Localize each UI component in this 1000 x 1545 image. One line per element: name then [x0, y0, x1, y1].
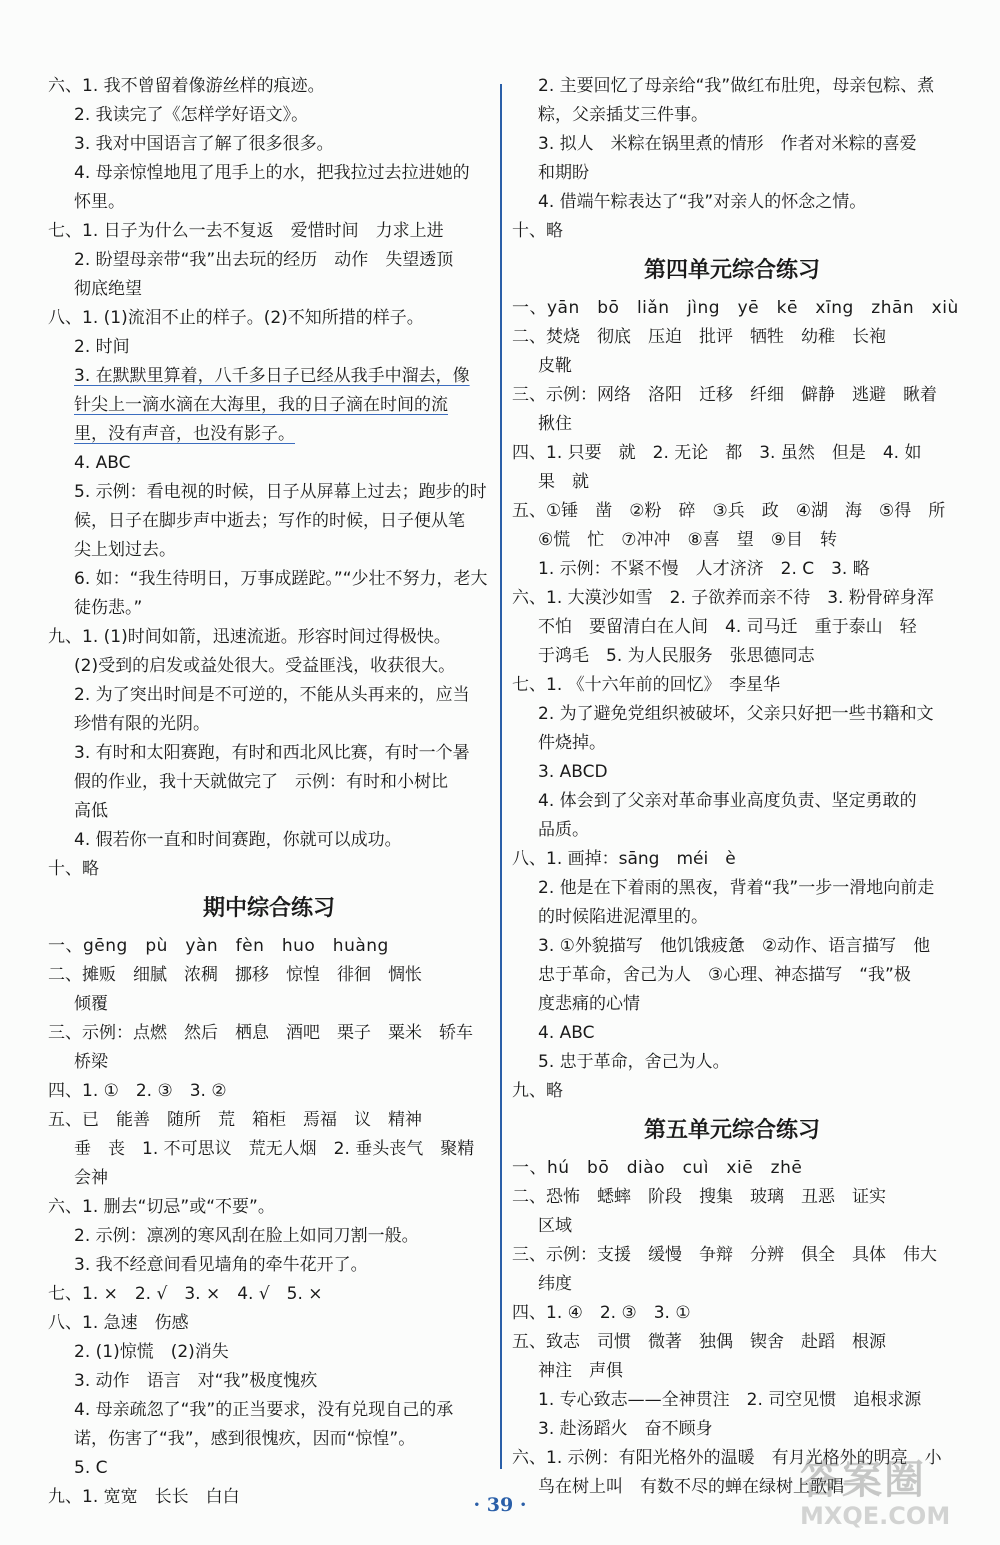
answer-line: 忠于革命，舍己为人 ③心理、神态描写 “我”极 [538, 965, 911, 985]
answer-line: 2. 我读完了《怎样学好语文》。 [74, 105, 309, 125]
answer-line: 神注 声俱 [538, 1361, 623, 1381]
answer-line: 品质。 [538, 820, 589, 840]
left-column [48, 72, 490, 1512]
answer-item: 四、1. 只要 就 2. 无论 都 3. 虽然 但是 4. 如 [512, 443, 922, 463]
answer-line: ⑥慌 忙 ⑦冲冲 ⑧喜 望 ⑨目 转 [538, 530, 837, 550]
answer-line: 珍惜有限的光阴。 [74, 714, 210, 734]
answer-item: 四、1. ① 2. ③ 3. ② [48, 1081, 227, 1101]
answer-line: 4. ABC [538, 1023, 595, 1043]
answer-line: 尖上划过去。 [74, 540, 176, 560]
answer-line: 纬度 [538, 1274, 572, 1294]
answer-item: 四、1. ④ 2. ③ 3. ① [512, 1303, 691, 1323]
answer-line: 件烧掉。 [538, 733, 606, 753]
answer-line: 3. 有时和太阳赛跑，有时和西北风比赛，有时一个暑 [74, 743, 470, 763]
answer-line: 3. 拟人 米粽在锅里煮的情形 作者对米粽的喜爱 [538, 134, 917, 154]
answer-line: 和期盼 [538, 163, 589, 183]
answer-item: 三、示例：支援 缓慢 争辩 分辨 俱全 具体 伟大 [512, 1245, 937, 1265]
page-number: · 39 · [473, 1494, 527, 1516]
answer-item: 一、gēng pù yàn fèn huo huàng [48, 936, 389, 956]
answer-item: 五、致志 司惯 微著 独偶 锲舍 赴蹈 根源 [512, 1332, 886, 1352]
section-title: 第五单元综合练习 [643, 1118, 820, 1143]
answer-item: 六、1. 我不曾留着像游丝样的痕迹。 [48, 76, 325, 96]
answer-line: 徒伤悲。” [74, 598, 143, 618]
answer-line: 4. 借端午粽表达了“我”对亲人的怀念之情。 [538, 192, 867, 212]
answer-line: 会神 [74, 1168, 108, 1188]
answer-item: 二、恐怖 蟋蟀 阶段 搜集 玻璃 丑恶 证实 [512, 1187, 886, 1207]
answer-line: 2. 盼望母亲带“我”出去玩的经历 动作 失望透顶 [74, 250, 454, 270]
answer-item: 九、略 [512, 1081, 563, 1101]
answer-line: 3. 在默默里算着，八千多日子已经从我手中溜去，像 [74, 366, 470, 386]
answer-line: 区域 [538, 1216, 572, 1236]
answer-item: 八、1. 画掉：sāng méi è [512, 849, 736, 869]
answer-line: 6. 如：“我生待明日，万事成蹉跎。”“少壮不努力，老大 [74, 569, 488, 589]
section-title: 第四单元综合练习 [643, 258, 820, 283]
watermark-url: MXQE.COM [800, 1502, 951, 1530]
answer-line: 3. ABCD [538, 762, 608, 782]
column-divider [500, 84, 502, 1469]
answer-line: (2)受到的启发或益处很大。受益匪浅，收获很大。 [74, 656, 456, 676]
answer-line: 不怕 要留清白在人间 4. 司马迁 重于泰山 轻 [538, 617, 917, 637]
answer-line: 4. 母亲惊惶地甩了甩手上的水，把我拉过去拉进她的 [74, 163, 470, 183]
answer-line: 针尖上一滴水滴在大海里，我的日子滴在时间的流 [74, 395, 448, 415]
answer-item: 二、摊贩 细腻 浓稠 挪移 惊惶 徘徊 惆怅 [48, 965, 422, 985]
answer-line: 鸟在树上叫 有数不尽的蝉在绿树上歌唱 [538, 1477, 844, 1497]
answer-line: 3. 赴汤蹈火 奋不顾身 [538, 1419, 713, 1439]
answer-line: 3. ①外貌描写 他饥饿疲惫 ②动作、语言描写 他 [538, 936, 931, 956]
answer-item: 八、1. 急速 伤感 [48, 1313, 189, 1333]
answer-item: 九、1. 宽宽 长长 白白 [48, 1487, 240, 1507]
answer-line: 怀里。 [74, 192, 125, 212]
answer-line: 倾覆 [74, 994, 108, 1014]
answer-item: 三、示例：点燃 然后 栖息 酒吧 栗子 粟米 轿车 [48, 1023, 473, 1043]
answer-line: 3. 我不经意间看见墙角的牵牛花开了。 [74, 1255, 368, 1275]
section-title: 期中综合练习 [202, 896, 335, 921]
answer-line: 揪住 [538, 414, 572, 434]
answer-line: 诺，伤害了“我”，感到很愧疚，因而“惊惶”。 [74, 1429, 416, 1449]
answer-line: 垂 丧 1. 不可思议 荒无人烟 2. 垂头丧气 聚精 [74, 1139, 475, 1159]
answer-line: 假的作业，我十天就做完了 示例：有时和小树比 [74, 772, 448, 792]
answer-item: 八、1. (1)流泪不止的样子。(2)不知所措的样子。 [48, 308, 424, 328]
watermark-logo [800, 1457, 990, 1530]
answer-line: 2. 示例：凛冽的寒风刮在脸上如同刀割一般。 [74, 1226, 419, 1246]
answer-line: 里，没有声音，也没有影子。 [74, 424, 295, 444]
answer-item: 六、1. 删去“切忌”或“不要”。 [48, 1197, 275, 1217]
answer-item: 五、已 能善 随所 荒 箱柜 焉福 议 精神 [48, 1110, 422, 1130]
answer-item: 九、1. (1)时间如箭，迅速流逝。形容时间过得极快。 [48, 627, 451, 647]
answer-item: 十、略 [512, 221, 563, 241]
answer-line: 果 就 [538, 472, 589, 492]
answer-line: 高低 [74, 801, 108, 821]
answer-line: 4. 体会到了父亲对革命事业高度负责、坚定勇敢的 [538, 791, 917, 811]
answer-line: 2. (1)惊慌 (2)消失 [74, 1342, 229, 1362]
answer-item: 七、1. 《十六年前的回忆》 李星华 [512, 675, 781, 695]
answer-item: 一、hú bō diào cuì xiē zhē [512, 1158, 803, 1178]
answer-item: 六、1. 大漠沙如雪 2. 子欲养而亲不待 3. 粉骨碎身浑 [512, 588, 934, 608]
answer-item: 五、①锤 凿 ②粉 碎 ③兵 政 ④湖 海 ⑤得 所 [512, 501, 946, 521]
answer-line: 4. 母亲疏忽了“我”的正当要求，没有兑现自己的承 [74, 1400, 454, 1420]
answer-line: 3. 我对中国语言了解了很多很多。 [74, 134, 334, 154]
answer-item: 七、1. 日子为什么一去不复返 爱惜时间 力求上进 [48, 221, 444, 241]
answer-line: 1. 示例：不紧不慢 人才济济 2. C 3. 略 [538, 559, 870, 579]
answer-item: 三、示例：网络 洛阳 迁移 纤细 僻静 逃避 瞅着 [512, 385, 937, 405]
answer-line: 候，日子在脚步声中逝去；写作的时候，日子便从笔 [74, 511, 465, 531]
answer-item: 十、略 [48, 859, 99, 879]
answer-line: 度悲痛的心情 [538, 994, 640, 1014]
answer-line: 粽，父亲插艾三件事。 [538, 105, 708, 125]
answer-line: 的时候陷进泥潭里的。 [538, 907, 708, 927]
answer-line: 5. 忠于革命，舍己为人。 [538, 1052, 730, 1072]
answer-item: 一、yān bō liǎn jìng yē kē xīng zhān xiù [512, 298, 959, 318]
answer-line: 3. 动作 语言 对“我”极度愧疚 [74, 1371, 318, 1391]
right-column [512, 72, 959, 1502]
watermark-logo-text: 答案圈 [800, 1457, 926, 1503]
answer-line: 2. 为了突出时间是不可逆的，不能从头再来的，应当 [74, 685, 470, 705]
answer-line: 1. 专心致志——全神贯注 2. 司空见惯 追根求源 [538, 1390, 922, 1410]
answer-item: 七、1. × 2. √ 3. × 4. √ 5. × [48, 1284, 323, 1304]
answer-line: 5. 示例：看电视的时候，日子从屏幕上过去；跑步的时 [74, 482, 487, 502]
answer-line: 彻底绝望 [74, 279, 142, 299]
answer-item: 二、焚烧 彻底 压迫 批评 牺牲 幼稚 长袍 [512, 327, 886, 347]
answer-line: 5. C [74, 1458, 108, 1478]
answer-line: 2. 主要回忆了母亲给“我”做红布肚兜，母亲包粽、煮 [538, 76, 935, 96]
answer-line: 4. ABC [74, 453, 131, 473]
answer-item: 六、1. 示例：有阳光格外的温暖 有月光格外的明亮 小 [512, 1448, 942, 1468]
answer-line: 2. 为了避免党组织被破坏，父亲只好把一些书籍和文 [538, 704, 934, 724]
answer-line: 桥梁 [74, 1052, 108, 1072]
answer-line: 皮靴 [538, 356, 572, 376]
answer-line: 2. 时间 [74, 337, 130, 357]
answer-line: 4. 假若你一直和时间赛跑，你就可以成功。 [74, 830, 402, 850]
answer-line: 于鸿毛 5. 为人民服务 张思德同志 [538, 646, 815, 666]
answer-line: 2. 他是在下着雨的黑夜，背着“我”一步一滑地向前走 [538, 878, 935, 898]
